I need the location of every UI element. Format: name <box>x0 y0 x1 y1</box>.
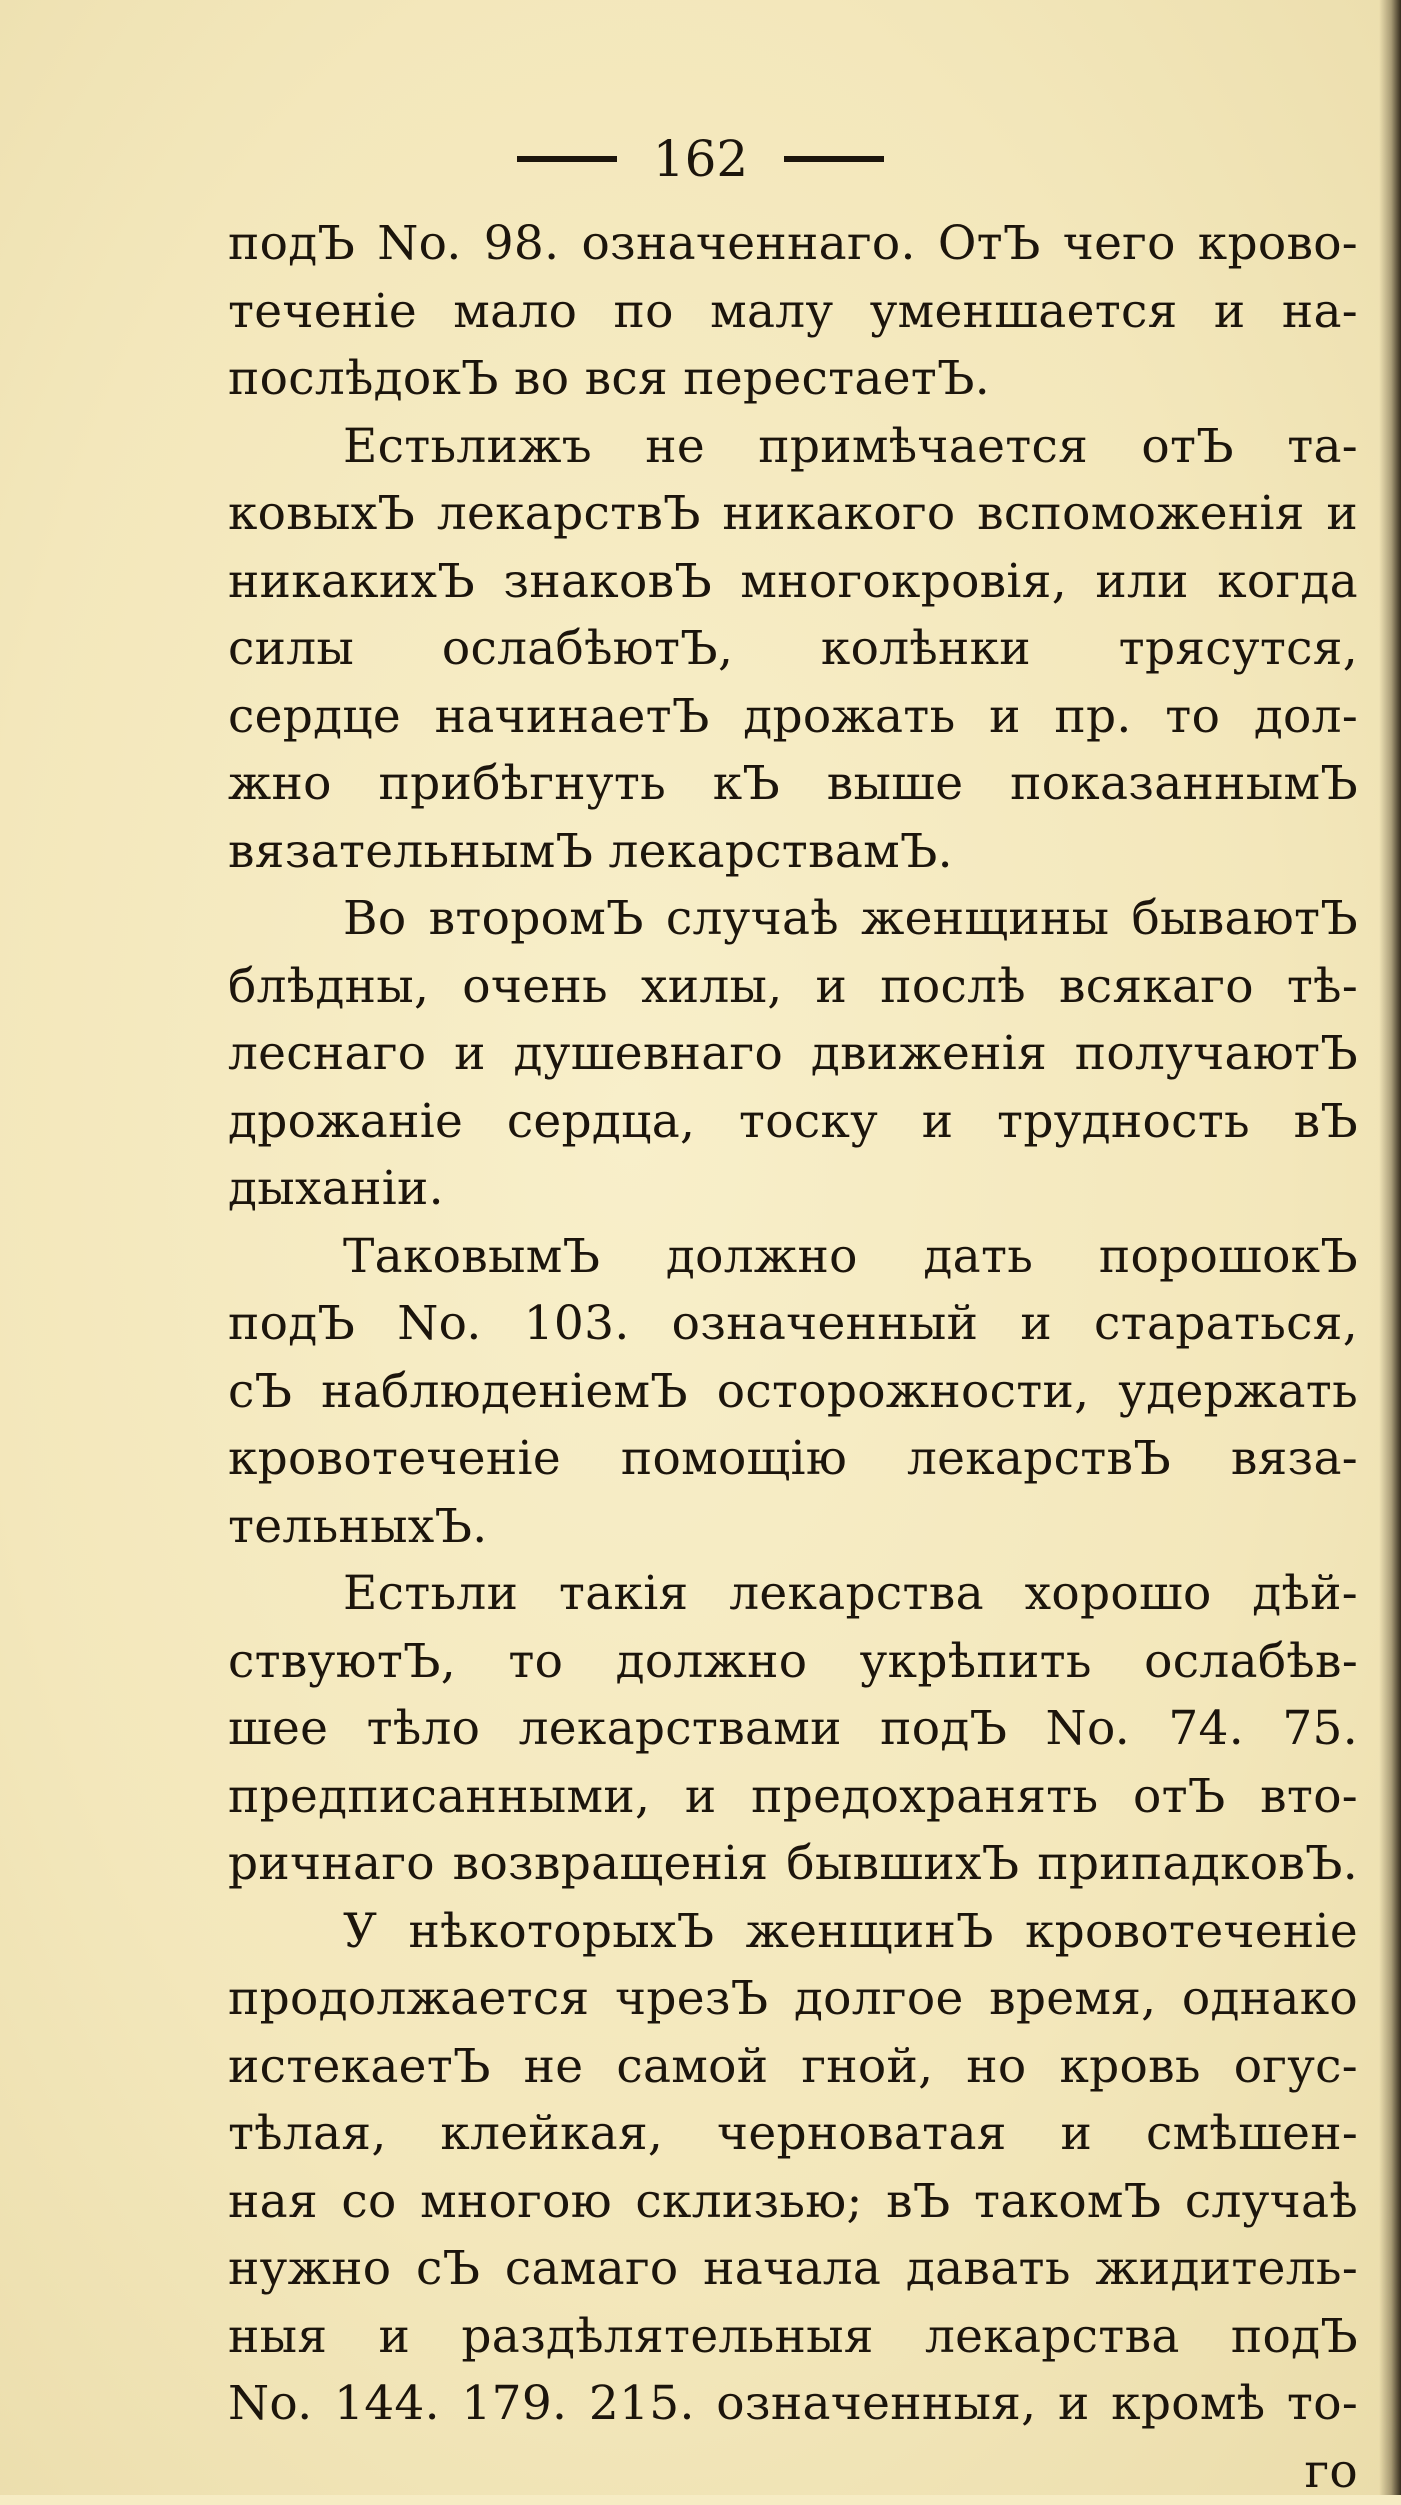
text-line: послѣдокЪ во вся перестаетЪ. <box>228 345 1358 413</box>
text-line: подЪ No. 103. означенный и стараться, <box>228 1290 1358 1358</box>
text-line: вязательнымЪ лекарствамЪ. <box>228 818 1358 886</box>
text-line: кровотеченіе помощію лекарствЪ вяза- <box>228 1425 1358 1493</box>
page-edge-shadow <box>1379 0 1401 2495</box>
text-line: продолжается чрезЪ долгое время, однако <box>228 1965 1358 2033</box>
page-header <box>0 120 1401 190</box>
text-line: Естьлижъ не примѣчается отЪ та- <box>228 413 1358 481</box>
text-line: подЪ No. 98. означеннаго. ОтЪ чего крово- <box>228 210 1358 278</box>
header-dash-right <box>784 156 884 162</box>
text-line: никакихЪ знаковЪ многокровія, или когда <box>228 548 1358 616</box>
text-line: ныя и раздѣлятельныя лекарства подЪ <box>228 2303 1358 2371</box>
text-line: сердце начинаетЪ дрожать и пр. то дол- <box>228 683 1358 751</box>
text-line: дрожаніе сердца, тоску и трудность вЪ <box>228 1088 1358 1156</box>
text-line: тѣлая, клейкая, черноватая и смѣшен- <box>228 2100 1358 2168</box>
text-line: сЪ наблюденіемЪ осторожности, удержать <box>228 1358 1358 1426</box>
text-line: ричнаго возвращенія бывшихЪ припадковЪ. <box>228 1830 1358 1898</box>
text-line: Естьли такія лекарства хорошо дѣй- <box>228 1560 1358 1628</box>
header-dash-left <box>517 156 617 162</box>
text-line: леснаго и душевнаго движенія получаютЪ <box>228 1020 1358 1088</box>
body-text <box>228 210 1358 2505</box>
text-line: теченіе мало по малу уменшается и на- <box>228 278 1358 346</box>
text-line: ковыхЪ лекарствЪ никакого вспоможенія и <box>228 480 1358 548</box>
text-line: предписанными, и предохранять отЪ вто- <box>228 1763 1358 1831</box>
text-line: истекаетЪ не самой гной, но кровь огус- <box>228 2033 1358 2101</box>
text-line: ная со многою склизью; вЪ такомЪ случаѣ <box>228 2168 1358 2236</box>
text-line: У нѣкоторыхЪ женщинЪ кровотеченіе <box>228 1898 1358 1966</box>
text-line: ствуютЪ, то должно укрѣпить ослабѣв- <box>228 1628 1358 1696</box>
text-line: шее тѣло лекарствами подЪ No. 74. 75. <box>228 1695 1358 1763</box>
text-line: No. 144. 179. 215. означенныя, и кромѣ то- <box>228 2370 1358 2438</box>
text-line: тельныхЪ. <box>228 1493 1358 1561</box>
text-line: блѣдны, очень хилы, и послѣ всякаго тѣ- <box>228 953 1358 1021</box>
text-line: го <box>228 2438 1358 2505</box>
text-line: силы ослабѣютЪ, колѣнки трясутся, <box>228 615 1358 683</box>
text-line: нужно сЪ самаго начала давать жидитель- <box>228 2235 1358 2303</box>
page-number: 162 <box>653 124 748 194</box>
text-line: Во второмЪ случаѣ женщины бываютЪ <box>228 885 1358 953</box>
text-line: ТаковымЪ должно дать порошокЪ <box>228 1223 1358 1291</box>
text-line: дыханіи. <box>228 1155 1358 1223</box>
text-line: жно прибѣгнуть кЪ выше показаннымЪ <box>228 750 1358 818</box>
